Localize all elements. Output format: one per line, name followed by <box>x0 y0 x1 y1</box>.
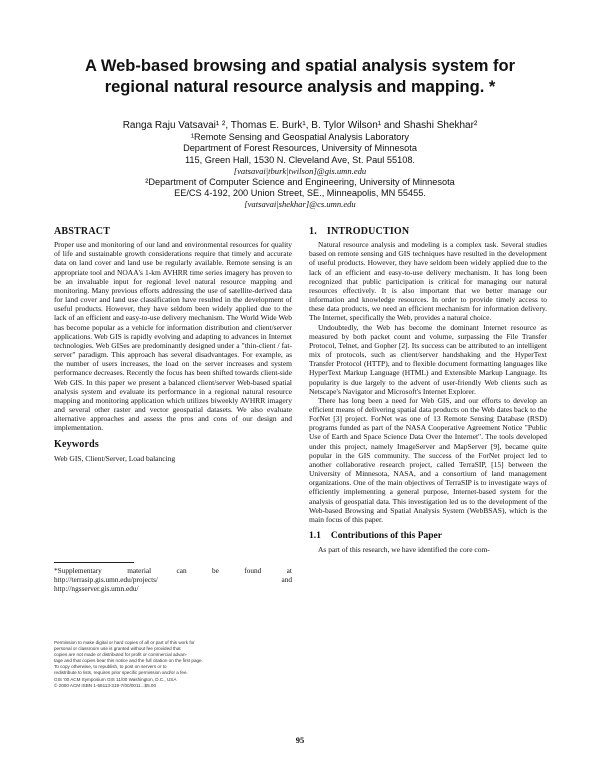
abstract-text: Proper use and monitoring of our land and environmental resources for quality of life and sustainable growth considerations require that timely and accurate data on land cover and land use be regularly available. Remote sensing is an appropriate tool and NOAA's 1-km AVHRR time series imagery has proven to be an invaluable input for regional level natural resource mapping and monitoring. Many previous efforts addressing the use of satellite-derived data for land cover and land use classification have resulted in the development of useful products. However, they have seldom been widely applied due to the lack of an efficient and easy-to-use delivery mechanism. The World Wide Web has become popular as a vehicle for information distribution and client/server applications. Web GIS is rapidly evolving and adapting to advances in Internet technologies. Web GISes are predominantly designed under a "thin-client / fat-server" paradigm. This approach has several disadvantages. For example, as the number of users increases, the load on the server increases and system performance decreases. Recently the focus has been shifted towards client-side Web GIS. In this paper we present a balanced client/server Web-based spatial analysis system and evaluate its performance in a regional natural resource mapping and monitoring application which utilizes biweekly AVHRR imagery and several other raster and vector geospatial datasets. We also evaluate alternative approaches and assess the pros and cons of our design and implementation. <box>54 240 292 433</box>
author-names: Ranga Raju Vatsavai¹ ², Thomas E. Burk¹, B. Tylor Wilson¹ and Shashi Shekhar² <box>122 120 478 131</box>
subsection-number: 1.1 <box>309 531 321 541</box>
paper-title <box>40 56 560 98</box>
footnote <box>54 562 292 593</box>
section-title: INTRODUCTION <box>326 226 410 237</box>
subsection-heading <box>309 532 547 541</box>
footnote-line-1 <box>54 566 292 575</box>
footnote-word: at <box>286 566 292 575</box>
footnote-rule <box>54 562 134 563</box>
keywords-heading: Keywords <box>54 439 99 451</box>
email-1: [vatsavai|tburk|twilson]@gis.umn.edu <box>233 165 367 176</box>
copyright-line: tage and that copies bear this notice and the full citation on the first page. <box>54 658 203 664</box>
footnote-url-1[interactable]: http://terrasip.gis.umn.edu/projects/ <box>54 575 158 584</box>
footnote-word: material <box>127 566 152 575</box>
affiliation-2-line-1: ²Department of Computer Science and Engineering, University of Minnesota <box>145 177 455 188</box>
footnote-line-2 <box>54 575 292 584</box>
intro-paragraph-1: Natural resource analysis and modeling is a complex task. Several studies based on remote sensing and GIS techniques have resulted in the development of useful products. However, they have seldom been widely applied due to the lack of an efficient and easy-to-use delivery mechanism. It has long been recognized that public participation is critical for managing our natural resources effectively. It is also important that we better manage our information and knowledge resources. In order to provide timely access to these data products, we need an efficient mechanism for information delivery. The Internet, specifically the Web, provides a natural choice. <box>309 240 547 323</box>
title-line-2: regional natural resource analysis and mapping. * <box>104 78 496 96</box>
footnote-and: and <box>281 575 292 584</box>
footnote-word: be <box>212 566 219 575</box>
subsection-text: As part of this research, we have identified the core com- <box>318 545 490 555</box>
copyright-notice <box>54 640 292 689</box>
left-column <box>54 227 292 463</box>
affiliation-2-line-2: EE/CS 4-192, 200 Union Street, SE., Minneapolis, MN 55455. <box>174 188 426 199</box>
affiliation-1-line-2: Department of Forest Resources, University of Minnesota <box>183 143 417 154</box>
affiliation-1-line-3: 115, Green Hall, 1530 N. Cleveland Ave, St. Paul 55108. <box>184 154 415 165</box>
copyright-line: redistribute to lists, requires prior specific permission and/or a fee. <box>54 670 188 676</box>
footnote-word: can <box>176 566 187 575</box>
email-2: [vatsavai|shekhar]@cs.umn.edu <box>244 199 356 210</box>
footnote-word: *Supplementary <box>54 566 102 575</box>
copyright-line: copies are not made or distributed for profit or commercial advan- <box>54 652 188 658</box>
section-number: 1. <box>309 226 317 237</box>
subsection-title: Contributions of this Paper <box>330 531 442 541</box>
author-block <box>40 120 560 211</box>
copyright-line: GIS '00 ACM Symposium GIS 11/00 Washington, D.C., USA <box>54 676 177 682</box>
page-number: 95 <box>295 735 305 745</box>
footnote-word: found <box>244 566 262 575</box>
abstract-heading: ABSTRACT <box>54 226 111 237</box>
footnote-url-2[interactable]: http://ngsserver.gis.umn.edu/ <box>54 584 139 593</box>
right-column <box>309 227 547 554</box>
copyright-line: Permission to make digital or hard copies of all or part of this work for <box>54 640 195 645</box>
intro-paragraph-3: There has long been a need for Web GIS, and our efforts to develop an efficient means of delivering spatial data products on the Web dates back to the ForNet [3] project. ForNet was one of 13 Remote Sensing Database (RSD) programs funded as part of the NASA Cooperative Agreement Notice "Public Use of Earth and Space Science Data Over the Internet". The tools developed under this project, namely ImageServer and MapServer [9], became quite popular in the GIS community. The success of the ForNet project led to another collaborative research project, called TerraSIP, [15] between the University of Minnesota, NASA, and a consortium of land management organizations. One of the main objectives of TerraSIP is to investigate ways of efficiently implementing a general purpose, Internet-based system for the analysis of geospatial data. This investigation led us to the development of the Web-based Browsing and Spatial Analysis System (WebBSAS), which is the main focus of this paper. <box>309 395 547 524</box>
title-line-1: A Web-based browsing and spatial analysis system for <box>84 57 516 75</box>
copyright-line: To copy otherwise, to republish, to post on servers or to <box>54 664 167 670</box>
intro-paragraph-2: Undoubtedly, the Web has become the dominant Internet resource as measured by both packet count and volume, surpassing the File Transfer Protocol, Telnet, and Gopher [2]. Its success can be attributed to an intelligent mix of protocols, such as client/server handshaking and the HyperText Transfer Protocol (HTTP), and to flexible document formatting languages like HyperText Markup Language (HTML) and Extensible Markup Language. Its popularity is due largely to the advent of user-friendly Web clients such as Netscape's Navigator and Microsoft's Internet Explorer. <box>309 322 547 396</box>
copyright-line: personal or classroom use is granted without fee provided that <box>54 646 181 652</box>
introduction-heading <box>309 227 547 236</box>
affiliation-1-line-1: ¹Remote Sensing and Geospatial Analysis Laboratory <box>190 132 410 143</box>
keywords-text: Web GIS, Client/Server, Load balancing <box>54 453 176 463</box>
copyright-line: © 2000 ACM ISBN 1-58113-319-7/00/0011...$5.00 <box>54 682 157 688</box>
